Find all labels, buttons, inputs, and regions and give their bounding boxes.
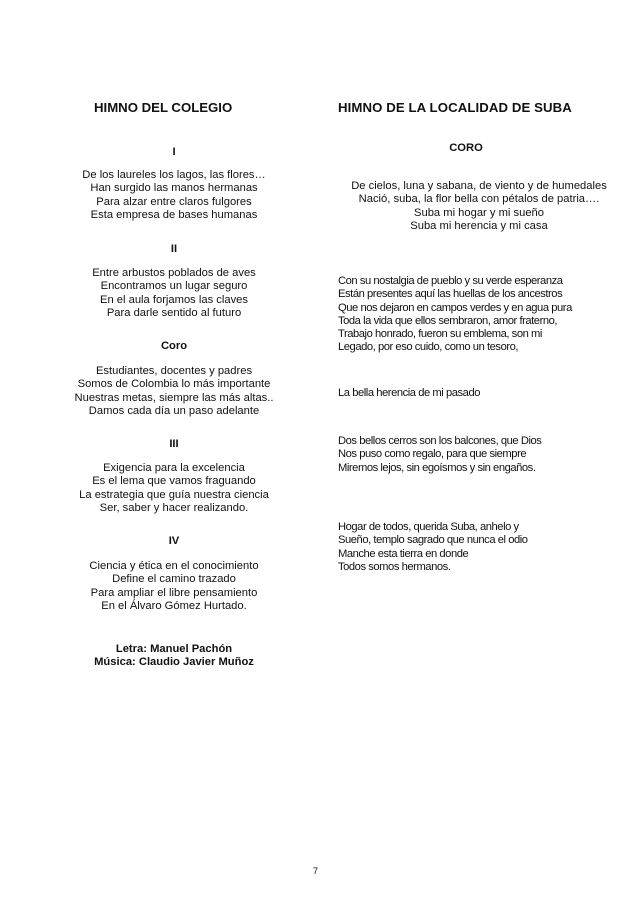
anthem-credits — [70, 643, 278, 670]
verse-line: Que nos dejaron en campos verdes y en agua pura — [338, 301, 572, 314]
stanza-line: Ser, saber y hacer realizando. — [99, 501, 249, 514]
verse-line: De cielos, luna y sabana, de viento y de humedales — [351, 180, 607, 192]
stanza-line: Han surgido las manos hermanas — [90, 182, 258, 195]
verse-line: Nació, suba, la flor bella con pétalos de patria…. — [358, 193, 600, 206]
stanza-line: Somos de Colombia lo más importante — [77, 378, 271, 391]
stanza-line: Ciencia y ética en el conocimiento — [89, 560, 259, 572]
verse-line: Miremos lejos, sin egoísmos y sin engaños. — [338, 461, 536, 474]
verse-line: Están presentes aquí las huellas de los ancestros — [338, 288, 563, 301]
suba-verse-3 — [338, 435, 541, 475]
stanza-1 — [70, 169, 278, 222]
page-number: 7 — [313, 866, 319, 876]
stanza-3 — [70, 462, 278, 515]
stanza-line: Damos cada día un paso adelante — [88, 404, 260, 417]
verse-line: Hogar de todos, querida Suba, anhelo y — [338, 521, 519, 533]
stanza-heading-1: I — [172, 146, 176, 158]
stanza-line: La estrategia que guía nuestra ciencia — [79, 488, 269, 501]
verse-line: Manche esta tierra en donde — [338, 547, 469, 560]
stanza-line: Encontramos un lugar seguro — [100, 280, 248, 293]
suba-anthem-title: HIMNO DE LA LOCALIDAD DE SUBA — [338, 100, 572, 115]
chorus-stanza — [70, 365, 278, 418]
stanza-line: Define el camino trazado — [112, 573, 236, 586]
suba-chorus-heading: CORO — [449, 142, 483, 154]
verse-line: Dos bellos cerros son los balcones, que Dios — [338, 435, 542, 447]
stanza-line: En el Álvaro Gómez Hurtado. — [101, 599, 247, 612]
stanza-line: Para alzar entre claros fulgores — [96, 195, 252, 208]
stanza-heading-2: II — [170, 243, 178, 255]
suba-verse-2 — [338, 387, 480, 400]
stanza-line: De los laureles los lagos, las flores… — [82, 169, 266, 181]
suba-verse-4 — [338, 521, 528, 574]
stanza-line: Exigencia para la excelencia — [103, 462, 245, 474]
verse-line: Legado, por eso cuido, como un tesoro, — [338, 341, 519, 354]
suba-verse-1 — [338, 275, 572, 355]
verse-line: Con su nostalgia de pueblo y su verde esperanza — [338, 275, 563, 287]
stanza-line: Es el lema que vamos fraguando — [92, 475, 256, 488]
verse-line: La bella herencia de mi pasado — [338, 387, 480, 399]
lyrics-credit: Letra: Manuel Pachón — [115, 643, 233, 655]
stanza-2 — [70, 267, 278, 320]
verse-line: Sueño, templo sagrado que nunca el odio — [338, 534, 528, 547]
school-anthem-column — [70, 100, 278, 669]
stanza-heading-3: III — [169, 438, 179, 450]
school-anthem-title: HIMNO DEL COLEGIO — [94, 100, 233, 115]
verse-line: Trabajo honrado, fueron su emblema, son mi — [338, 328, 542, 341]
stanza-line: Para darle sentido al futuro — [106, 306, 242, 319]
stanza-4 — [70, 560, 278, 613]
chorus-heading: Coro — [160, 340, 188, 352]
verse-line: Suba mi herencia y mi casa — [410, 219, 548, 232]
stanza-heading-4: IV — [168, 535, 180, 547]
stanza-line: En el aula forjamos las claves — [100, 293, 248, 306]
stanza-line: Para ampliar el libre pensamiento — [90, 586, 258, 599]
music-credit: Música: Claudio Javier Muñoz — [94, 656, 254, 669]
verse-line: Todos somos hermanos. — [338, 560, 451, 573]
stanza-line: Nuestras metas, siempre las más altas.. — [74, 391, 274, 404]
verse-line: Toda la vida que ellos sembraron, amor fraterno, — [338, 314, 558, 327]
verse-line: Nos puso como regalo, para que siempre — [338, 448, 527, 461]
stanza-line: Entre arbustos poblados de aves — [92, 267, 256, 279]
stanza-line: Esta empresa de bases humanas — [90, 208, 258, 221]
suba-chorus — [338, 180, 620, 233]
verse-line: Suba mi hogar y mi sueño — [414, 206, 544, 219]
stanza-line: Estudiantes, docentes y padres — [95, 365, 253, 377]
